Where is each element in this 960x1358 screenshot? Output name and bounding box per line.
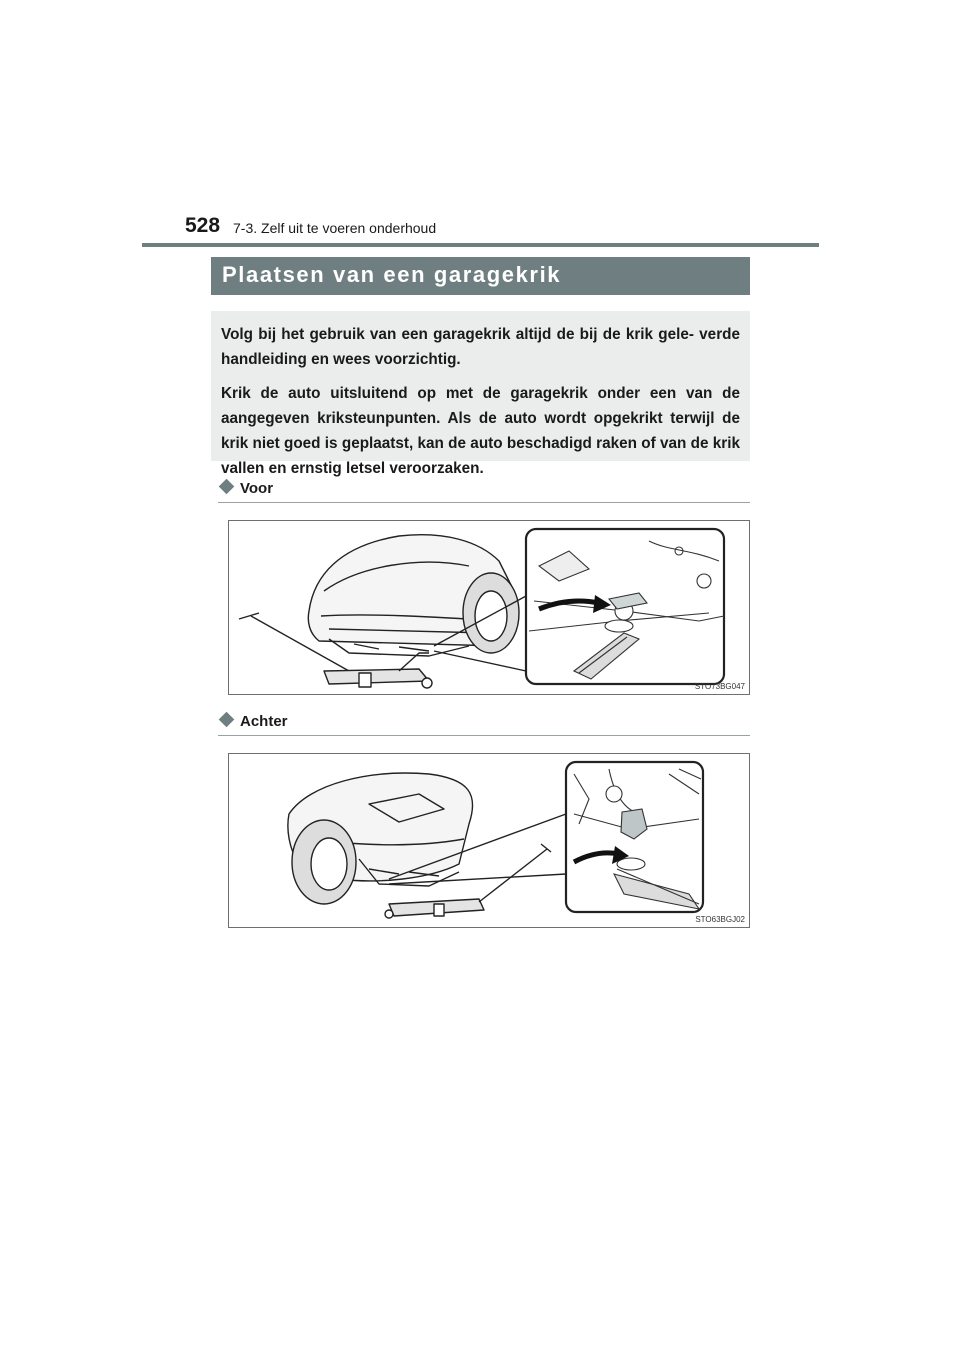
header-rule: [142, 243, 819, 247]
front-rule: [218, 502, 750, 503]
diamond-bullet-icon: [219, 712, 235, 728]
front-figure-code: STO73BG047: [694, 682, 745, 691]
front-jack-figure: [228, 520, 750, 695]
intro-box: [211, 311, 750, 477]
section-title: [211, 257, 750, 295]
rear-rule: [218, 735, 750, 736]
diamond-bullet-icon: [219, 479, 235, 495]
front-heading-text: Voor: [240, 480, 274, 497]
front-jack-illustration: [229, 521, 749, 694]
rear-jack-figure: [228, 753, 750, 928]
rear-heading: [218, 713, 288, 730]
intro-paragraph-2: Krik de auto uitsluitend op met de garagekrik onder een van de aangegeven kriksteunpunten. Als de auto wordt opgekrikt terwijl de krik niet goed is geplaatst, kan de auto beschadigd raken of van de krik vallen en ernstig letsel veroorzaken.: [221, 385, 740, 477]
front-heading: [218, 480, 273, 497]
chapter-title: 7-3. Zelf uit te voeren onderhoud: [233, 220, 437, 236]
intro-paragraph-1: Volg bij het gebruik van een garagekrik altijd de bij de krik gele- verde handleiding en wees voorzichtig.: [221, 326, 740, 368]
rear-heading-text: Achter: [240, 713, 288, 730]
rear-jack-illustration: [229, 754, 749, 927]
rear-figure-code: STO63BGJ02: [695, 915, 745, 924]
section-title-text: Plaatsen van een garagekrik: [222, 262, 562, 287]
page-number: 528: [185, 214, 221, 237]
